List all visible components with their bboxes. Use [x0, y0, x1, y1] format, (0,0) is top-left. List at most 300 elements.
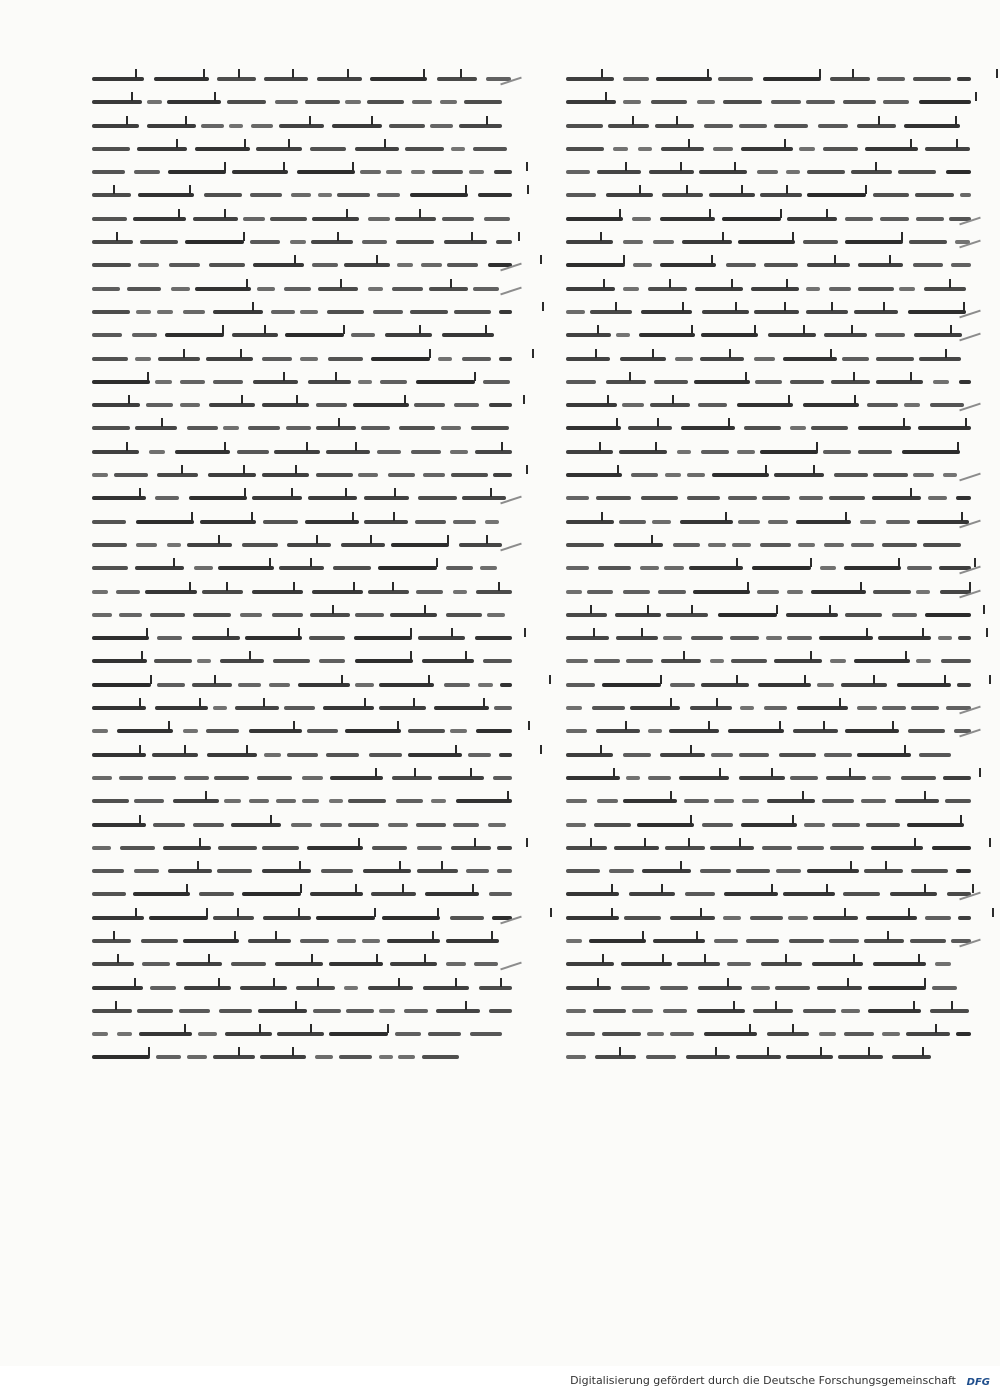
letter-ascender [208, 954, 210, 963]
handwritten-word [868, 986, 926, 990]
letter-ascender [176, 139, 178, 148]
handwritten-word [92, 892, 126, 896]
handwritten-word [904, 403, 920, 407]
digitization-credit: Digitalisierung gefördert durch die Deutsche Forschungsgemeinschaft [570, 1374, 956, 1387]
letter-ascender [834, 255, 836, 264]
letter-ascender [775, 1001, 777, 1010]
manuscript-line [92, 1050, 512, 1064]
handwritten-word [566, 543, 604, 547]
handwritten-word [390, 962, 437, 966]
handwritten-word [882, 543, 917, 547]
letter-ascender [904, 745, 906, 754]
handwritten-word [158, 357, 200, 361]
handwritten-word [797, 846, 824, 850]
handwritten-word [762, 496, 790, 500]
letter-ascender [199, 698, 201, 707]
handwritten-word [762, 846, 792, 850]
letter-ascender [224, 442, 226, 451]
handwritten-word [779, 753, 816, 757]
handwritten-word [411, 170, 425, 174]
letter-ascender [719, 768, 721, 777]
handwritten-word [332, 124, 382, 128]
handwritten-word [713, 147, 733, 151]
margin-stroke [500, 543, 522, 552]
handwritten-word [804, 823, 825, 827]
letter-ascender [139, 815, 141, 824]
letter-ascender [747, 582, 749, 591]
letter-ascender [139, 745, 141, 754]
handwritten-word [250, 240, 280, 244]
handwritten-word [817, 683, 834, 687]
handwritten-word [714, 799, 734, 803]
handwritten-word [626, 659, 653, 663]
handwritten-word [432, 170, 463, 174]
handwritten-word [901, 776, 936, 780]
manuscript-line [566, 981, 976, 995]
handwritten-word [693, 590, 750, 594]
letter-ascender [802, 791, 804, 800]
manuscript-line [92, 1027, 512, 1041]
letter-ascender [128, 395, 130, 404]
letter-ascender [352, 512, 354, 521]
manuscript-line [92, 235, 512, 249]
handwritten-word [315, 1055, 333, 1059]
handwritten-word [857, 706, 877, 710]
handwritten-word [701, 683, 749, 687]
handwritten-word [450, 916, 484, 920]
handwritten-word [566, 473, 622, 477]
handwritten-word [799, 496, 823, 500]
letter-ascender [387, 1024, 389, 1033]
handwritten-word [92, 380, 150, 384]
handwritten-word [368, 986, 413, 990]
handwritten-word [616, 636, 658, 640]
letter-ascender [550, 908, 552, 917]
handwritten-word [830, 77, 870, 81]
handwritten-word [302, 776, 323, 780]
handwritten-word [596, 729, 640, 733]
handwritten-word [679, 776, 729, 780]
handwritten-word [147, 100, 162, 104]
letter-ascender [975, 92, 977, 101]
letter-ascender [708, 721, 710, 730]
handwritten-word [700, 869, 731, 873]
letter-ascender [898, 558, 900, 567]
handwritten-word [649, 170, 694, 174]
letter-ascender [283, 372, 285, 381]
handwritten-word [379, 1055, 393, 1059]
manuscript-line [566, 887, 976, 901]
handwritten-word [416, 380, 475, 384]
handwritten-word [390, 613, 437, 617]
letter-ascender [784, 139, 786, 148]
handwritten-word [728, 729, 784, 733]
handwritten-word [694, 380, 750, 384]
manuscript-line [92, 258, 512, 272]
handwritten-word [913, 263, 943, 267]
letter-ascender [639, 185, 641, 194]
letter-ascender [607, 395, 609, 404]
handwritten-word [566, 77, 614, 81]
handwritten-word [775, 986, 810, 990]
handwritten-word [916, 590, 930, 594]
margin-stroke [500, 286, 522, 295]
manuscript-line [566, 235, 976, 249]
letter-ascender [283, 162, 285, 171]
handwritten-word [185, 240, 244, 244]
handwritten-word [263, 916, 311, 920]
handwritten-word [198, 1032, 217, 1036]
handwritten-word [169, 263, 200, 267]
letter-ascender [337, 232, 339, 241]
handwritten-word [274, 450, 320, 454]
handwritten-word [911, 869, 948, 873]
handwritten-word [960, 193, 971, 197]
handwritten-word [377, 193, 400, 197]
handwritten-word [92, 147, 130, 151]
handwritten-word [829, 496, 865, 500]
letter-ascender [498, 582, 500, 591]
handwritten-word [566, 520, 614, 524]
handwritten-word [316, 473, 353, 477]
handwritten-word [440, 100, 457, 104]
letter-ascender [688, 139, 690, 148]
letter-ascender [892, 721, 894, 730]
letter-ascender [340, 279, 342, 288]
letter-ascender [371, 116, 373, 125]
letter-ascender [655, 442, 657, 451]
letter-ascender [472, 884, 474, 893]
letter-ascender [996, 69, 998, 78]
handwritten-word [757, 590, 779, 594]
letter-ascender [364, 698, 366, 707]
letter-ascender [860, 582, 862, 591]
handwritten-word [92, 566, 128, 570]
handwritten-word [470, 1032, 502, 1036]
handwritten-word [566, 1055, 586, 1059]
handwritten-word [227, 100, 266, 104]
handwritten-word [710, 846, 754, 850]
letter-ascender [847, 978, 849, 987]
manuscript-line [566, 188, 976, 202]
handwritten-word [817, 986, 862, 990]
handwritten-word [416, 590, 443, 594]
letter-ascender [358, 838, 360, 847]
handwritten-word [739, 776, 785, 780]
letter-ascender [829, 605, 831, 614]
handwritten-word [478, 193, 512, 197]
letter-ascender [965, 418, 967, 427]
handwritten-word [392, 287, 423, 291]
handwritten-word [845, 217, 873, 221]
letter-ascender [989, 838, 991, 847]
letter-ascender [725, 512, 727, 521]
handwritten-word [623, 287, 639, 291]
handwritten-word [899, 287, 915, 291]
handwritten-word [566, 1009, 586, 1013]
letter-ascender [173, 558, 175, 567]
handwritten-word [737, 450, 755, 454]
handwritten-word [422, 1055, 459, 1059]
letter-ascender [317, 978, 319, 987]
handwritten-word [945, 799, 971, 803]
handwritten-word [243, 217, 265, 221]
manuscript-line [566, 119, 976, 133]
handwritten-word [653, 240, 674, 244]
handwritten-word [136, 310, 151, 314]
handwritten-word [724, 892, 778, 896]
letter-ascender [197, 861, 199, 870]
handwritten-word [197, 659, 211, 663]
letter-ascender [983, 605, 985, 614]
handwritten-word [313, 1009, 341, 1013]
handwritten-word [217, 77, 256, 81]
handwritten-word [92, 729, 108, 733]
handwritten-word [658, 590, 686, 594]
letter-ascender [500, 978, 502, 987]
letter-ascender [875, 162, 877, 171]
letter-ascender [199, 838, 201, 847]
handwritten-word [823, 450, 851, 454]
handwritten-word [154, 77, 209, 81]
letter-ascender [680, 162, 682, 171]
handwritten-word [681, 426, 735, 430]
handwritten-word [418, 496, 457, 500]
letter-ascender [294, 255, 296, 264]
handwritten-word [566, 217, 623, 221]
letter-ascender [910, 139, 912, 148]
letter-ascender [749, 1024, 751, 1033]
letter-ascender [735, 302, 737, 311]
handwritten-word [252, 590, 303, 594]
handwritten-word [566, 147, 604, 151]
handwritten-word [245, 636, 302, 640]
handwritten-word [623, 100, 641, 104]
handwritten-word [341, 543, 385, 547]
handwritten-word [902, 450, 960, 454]
handwritten-word [279, 566, 324, 570]
handwritten-word [183, 729, 198, 733]
letter-ascender [601, 69, 603, 78]
handwritten-word [140, 240, 178, 244]
letter-ascender [316, 535, 318, 544]
handwritten-word [92, 100, 142, 104]
handwritten-word [354, 636, 412, 640]
handwritten-word [262, 403, 309, 407]
letter-ascender [908, 908, 910, 917]
handwritten-word [768, 333, 816, 337]
handwritten-word [117, 1032, 132, 1036]
handwritten-word [379, 706, 426, 710]
handwritten-word [638, 147, 652, 151]
handwritten-word [789, 939, 824, 943]
handwritten-word [943, 473, 957, 477]
handwritten-word [168, 869, 212, 873]
letter-ascender [792, 815, 794, 824]
handwritten-word [120, 846, 155, 850]
handwritten-word [864, 939, 904, 943]
letter-ascender [605, 92, 607, 101]
handwritten-word [812, 962, 863, 966]
handwritten-word [92, 543, 127, 547]
handwritten-word [364, 520, 408, 524]
handwritten-word [300, 357, 318, 361]
handwritten-word [138, 193, 194, 197]
letter-ascender [376, 255, 378, 264]
handwritten-word [430, 124, 453, 128]
handwritten-word [368, 217, 390, 221]
handwritten-word [453, 520, 476, 524]
handwritten-word [444, 683, 470, 687]
handwritten-word [453, 823, 479, 827]
handwritten-word [92, 124, 139, 128]
letter-ascender [901, 232, 903, 241]
handwritten-word [752, 566, 811, 570]
manuscript-line [566, 282, 976, 296]
manuscript-line [92, 631, 512, 645]
letter-ascender [291, 488, 293, 497]
manuscript-line [566, 957, 976, 971]
handwritten-word [690, 706, 732, 710]
handwritten-word [806, 100, 835, 104]
handwritten-word [787, 636, 812, 640]
handwritten-word [136, 543, 157, 547]
letter-ascender [819, 69, 821, 78]
handwritten-word [930, 1009, 969, 1013]
handwritten-word [256, 147, 302, 151]
letter-ascender [455, 745, 457, 754]
handwritten-word [148, 776, 176, 780]
letter-ascender [273, 978, 275, 987]
handwritten-word [189, 496, 247, 500]
handwritten-word [471, 426, 509, 430]
handwritten-word [137, 147, 187, 151]
handwritten-word [892, 613, 917, 617]
letter-ascender [660, 675, 662, 684]
letter-ascender [597, 978, 599, 987]
handwritten-word [450, 729, 467, 733]
handwritten-word [928, 496, 947, 500]
handwritten-word [135, 426, 177, 430]
handwritten-word [566, 357, 610, 361]
handwritten-word [858, 263, 903, 267]
handwritten-word [956, 496, 971, 500]
letter-ascender [135, 69, 137, 78]
handwritten-word [566, 496, 589, 500]
handwritten-word [675, 357, 693, 361]
letter-ascender [972, 884, 974, 893]
letter-ascender [532, 349, 534, 358]
handwritten-word [464, 100, 502, 104]
handwritten-word [806, 287, 820, 291]
handwritten-word [309, 636, 345, 640]
handwritten-word [92, 659, 147, 663]
handwritten-word [754, 357, 775, 361]
handwritten-word [416, 823, 446, 827]
dfg-logo: DFG [966, 1377, 990, 1388]
handwritten-word [898, 170, 936, 174]
handwritten-word [851, 543, 874, 547]
handwritten-word [687, 473, 705, 477]
handwritten-word [195, 287, 251, 291]
handwritten-word [146, 403, 173, 407]
handwritten-word [344, 263, 390, 267]
letter-ascender [826, 209, 828, 218]
manuscript-line [92, 957, 512, 971]
handwritten-word [697, 1009, 745, 1013]
letter-ascender [306, 442, 308, 451]
letter-ascender [661, 884, 663, 893]
manuscript-line [92, 398, 512, 412]
letter-ascender [786, 185, 788, 194]
letter-ascender [518, 232, 520, 241]
handwritten-word [602, 683, 661, 687]
handwritten-word [291, 193, 311, 197]
handwritten-word [425, 892, 479, 896]
handwritten-word [279, 124, 324, 128]
handwritten-word [913, 473, 934, 477]
handwritten-word [841, 1009, 860, 1013]
handwritten-word [566, 962, 614, 966]
handwritten-word [686, 1055, 730, 1059]
letter-ascender [602, 954, 604, 963]
letter-ascender [957, 442, 959, 451]
handwritten-word [248, 939, 291, 943]
handwritten-word [410, 193, 468, 197]
letter-ascender [851, 325, 853, 334]
handwritten-word [369, 753, 402, 757]
letter-ascender [950, 325, 952, 334]
letter-ascender [910, 372, 912, 381]
handwritten-word [648, 287, 687, 291]
letter-ascender [715, 1047, 717, 1056]
letter-ascender [355, 884, 357, 893]
handwritten-word [92, 636, 149, 640]
handwritten-word [904, 124, 960, 128]
handwritten-word [566, 776, 620, 780]
handwritten-word [307, 846, 363, 850]
letter-ascender [126, 442, 128, 451]
handwritten-word [632, 217, 651, 221]
handwritten-word [831, 380, 870, 384]
handwritten-word [92, 776, 112, 780]
handwritten-word [437, 77, 477, 81]
handwritten-word [907, 823, 964, 827]
letter-ascender [688, 838, 690, 847]
handwritten-word [566, 869, 600, 873]
letter-ascender [347, 69, 349, 78]
handwritten-word [209, 263, 245, 267]
handwritten-word [594, 659, 620, 663]
letter-ascender [924, 791, 926, 800]
letter-ascender [238, 1047, 240, 1056]
handwritten-word [665, 846, 705, 850]
letter-ascender [852, 69, 854, 78]
letter-ascender [113, 931, 115, 940]
letter-ascender [139, 488, 141, 497]
handwritten-word [493, 776, 512, 780]
handwritten-word [687, 496, 720, 500]
letter-ascender [625, 721, 627, 730]
handwritten-word [377, 450, 401, 454]
handwritten-word [845, 240, 903, 244]
letter-ascender [540, 745, 542, 754]
manuscript-line [566, 421, 976, 435]
handwritten-word [284, 287, 311, 291]
handwritten-word [590, 310, 632, 314]
handwritten-word [626, 776, 640, 780]
handwritten-word [153, 823, 185, 827]
